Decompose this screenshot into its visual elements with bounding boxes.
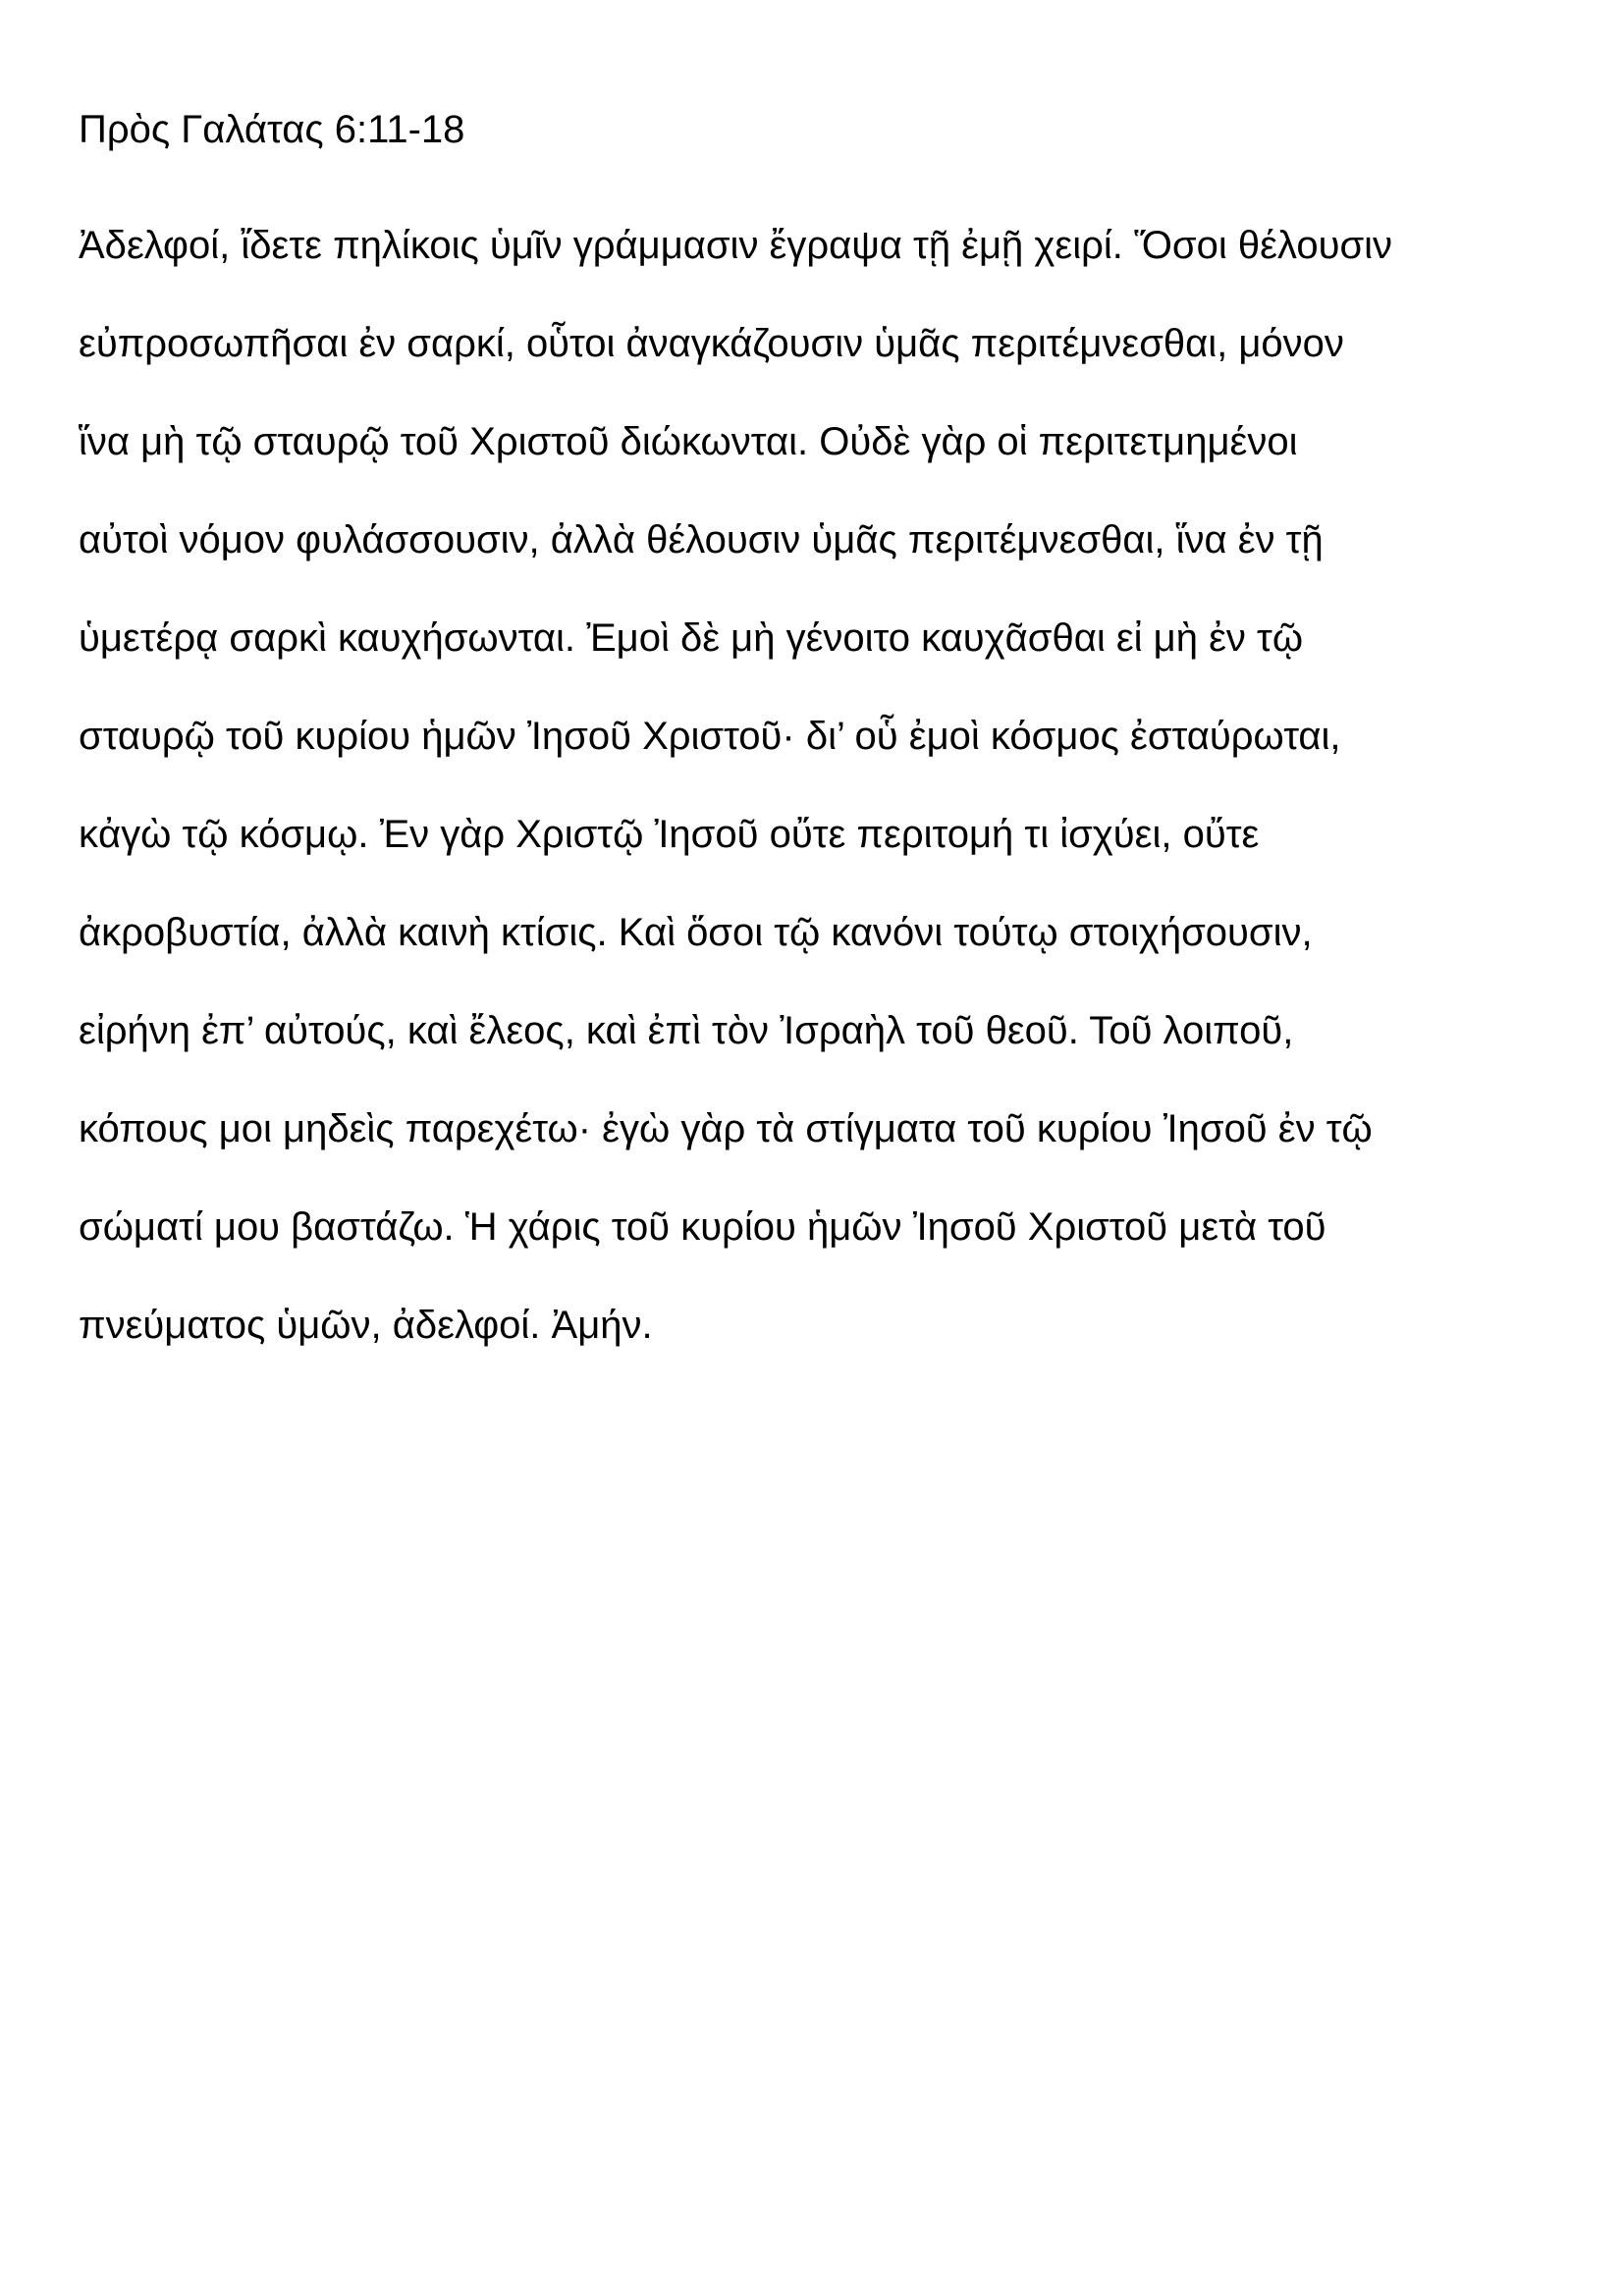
text-line: κόπους μοι μηδεὶς παρεχέτω· ἐγὼ γὰρ τὰ στίγματα τοῦ κυρίου Ἰησοῦ ἐν τῷ (79, 1107, 1373, 1150)
text-line: ὑμετέρᾳ σαρκὶ καυχήσωνται. Ἐμοὶ δὲ μὴ γένοιτο καυχᾶσθαι εἰ μὴ ἐν τῷ (79, 616, 1304, 660)
text-line: ἀκροβυστία, ἀλλὰ καινὴ κτίσις. Καὶ ὅσοι τῷ κανόνι τούτῳ στοιχήσουσιν, (79, 911, 1313, 954)
body-text (79, 196, 1591, 1374)
text-line: σώματί μου βαστάζω. Ἡ χάρις τοῦ κυρίου ἡμῶν Ἰησοῦ Χριστοῦ μετὰ τοῦ (79, 1205, 1326, 1249)
text-line: Ἀδελφοί, ἴδετε πηλίκοις ὑμῖν γράμμασιν ἔγραψα τῇ ἐμῇ χειρί. Ὅσοι θέλουσιν (79, 224, 1393, 267)
text-line: ἵνα μὴ τῷ σταυρῷ τοῦ Χριστοῦ διώκωνται. Οὐδὲ γὰρ οἱ περιτετμημένοι (79, 420, 1298, 463)
text-line: σταυρῷ τοῦ κυρίου ἡμῶν Ἰησοῦ Χριστοῦ· δι’ οὗ ἐμοὶ κόσμος ἐσταύρωται, (79, 715, 1341, 758)
text-line: αὐτοὶ νόμον φυλάσσουσιν, ἀλλὰ θέλουσιν ὑμᾶς περιτέμνεσθαι, ἵνα ἐν τῇ (79, 518, 1324, 561)
text-line: εὐπροσωπῆσαι ἐν σαρκί, οὗτοι ἀναγκάζουσιν ὑμᾶς περιτέμνεσθαι, μόνον (79, 322, 1344, 365)
text-line: πνεύματος ὑμῶν, ἀδελφοί. Ἀμήν. (79, 1304, 653, 1347)
text-line: εἰρήνη ἐπ’ αὐτούς, καὶ ἔλεος, καὶ ἐπὶ τὸν Ἰσραὴλ τοῦ θεοῦ. Τοῦ λοιποῦ, (79, 1009, 1294, 1052)
page-title: Πρὸς Γαλάτας 6:11-18 (79, 108, 465, 151)
text-line: κἀγὼ τῷ κόσμῳ. Ἐν γὰρ Χριστῷ Ἰησοῦ οὔτε περιτομή τι ἰσχύει, οὔτε (79, 813, 1260, 856)
